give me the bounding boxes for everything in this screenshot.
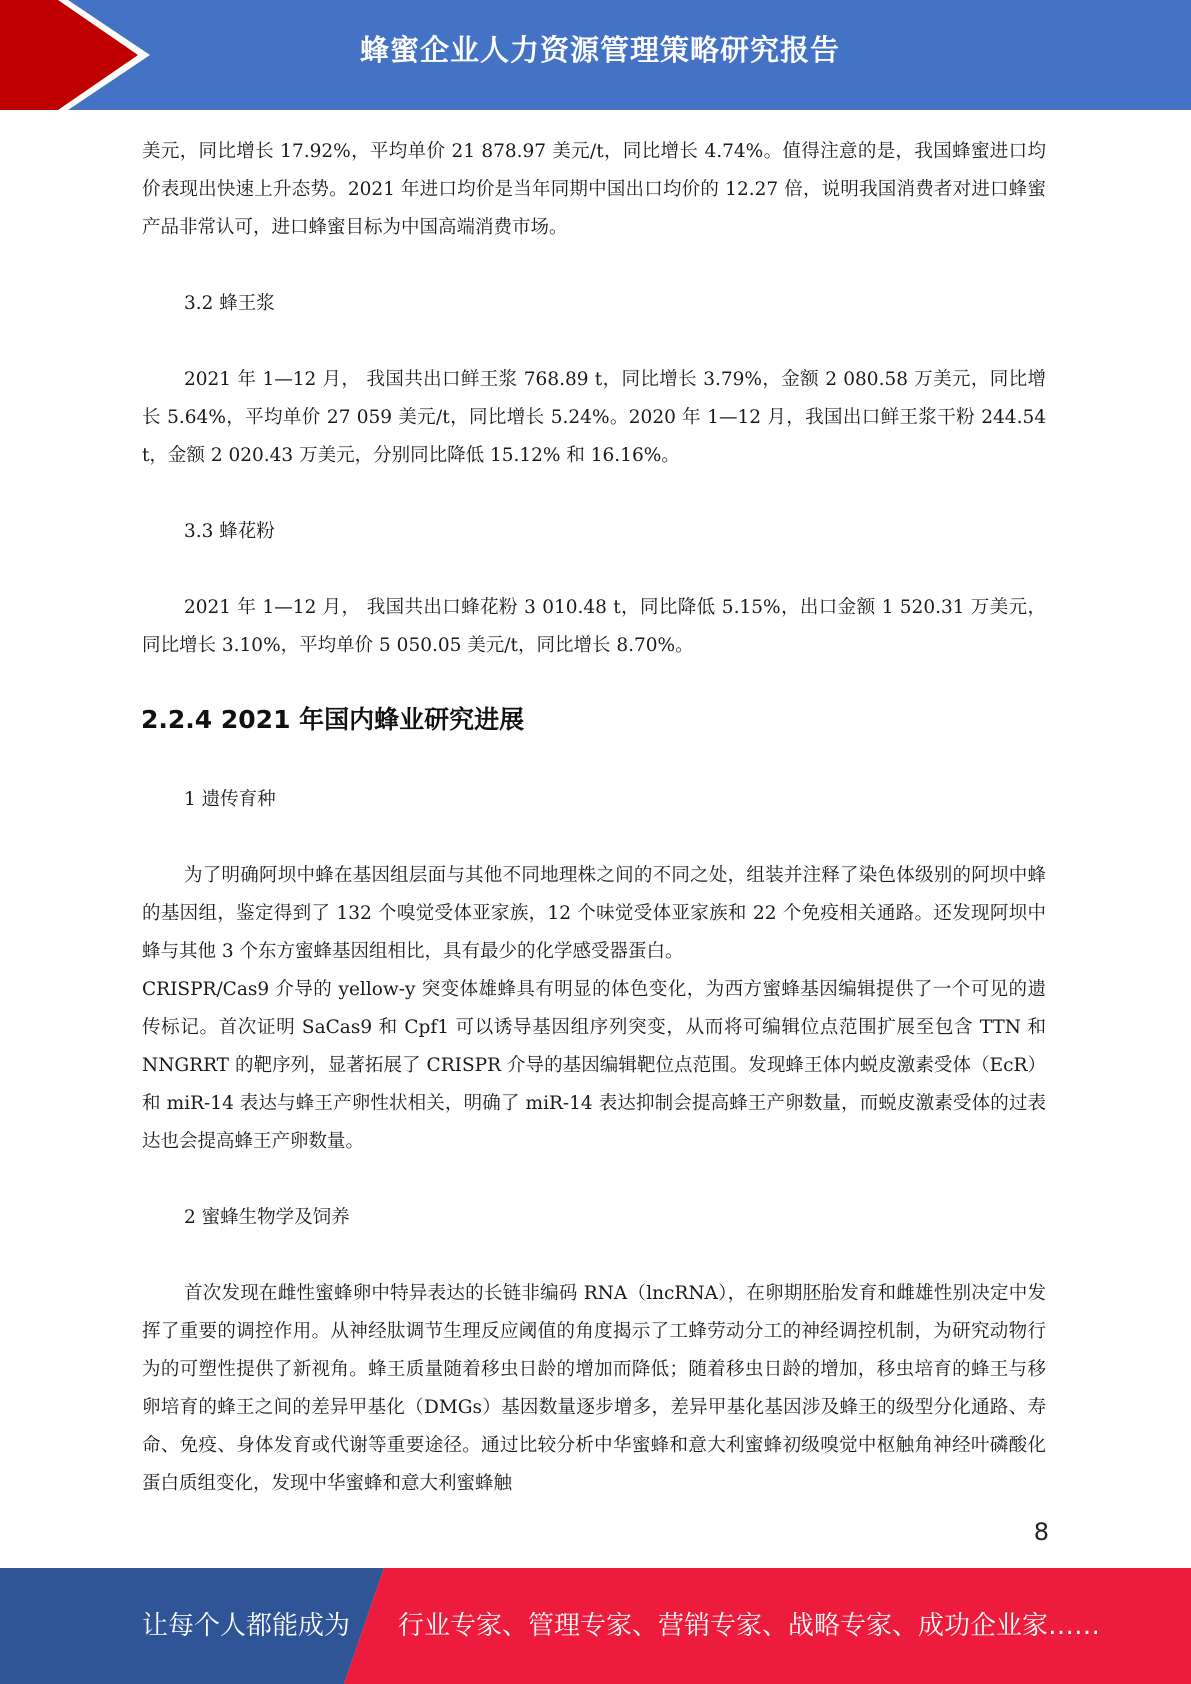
subheading-biology-rearing: 2 蜜蜂生物学及饲养 (184, 1207, 350, 1228)
section-heading: 2.2.4 2021 年国内蜂业研究进展 (141, 705, 525, 734)
paragraph-bee-pollen: 2021 年 1—12 月， 我国共出口蜂花粉 3 010.48 t，同比降低 5.15%，出口金额 1 520.31 万美元，同比增长 3.10%，平均单价 5 050.05 美元/t，同比增长 8.70%。 (142, 597, 1046, 656)
footer-slogan-left: 让每个人都能成为 (142, 1611, 351, 1641)
report-title: 蜂蜜企业人力资源管理策略研究报告 (360, 33, 841, 67)
paragraph-royal-jelly: 2021 年 1—12 月， 我国共出口鲜王浆 768.89 t，同比增长 3.79%，金额 2 080.58 万美元，同比增长 5.64%，平均单价 27 059 美元/t，同比增长 5.24%。2020 年 1—12 月，我国出口鲜王浆干粉 244.54 t，金额 2 020.43 万美元，分别同比降低 15.12% 和 16.16%。 (142, 369, 1046, 466)
page-header (0, 0, 1191, 110)
paragraph-genome: 为了明确阿坝中蜂在基因组层面与其他不同地理株之间的不同之处，组装并注释了染色体级别的阿坝中蜂的基因组，鉴定得到了 132 个嗅觉受体亚家族，12 个味觉受体亚家族和 22 个免疫相关通路。还发现阿坝中蜂与其他 3 个东方蜜蜂基因组相比，具有最少的化学感受器蛋白。 (142, 865, 1046, 962)
paragraph-crispr: CRISPR/Cas9 介导的 yellow-y 突变体雄蜂具有明显的体色变化，为西方蜜蜂基因编辑提供了一个可见的遗传标记。首次证明 SaCas9 和 Cpf1 可以诱导基因组序列突变，从而将可编辑位点范围扩展至包含 TTN 和 NNGRRT 的靶序列，显著拓展了 CRISPR 介导的基因编辑靶位点范围。发现蜂王体内蜕皮激素受体（EcR）和 miR-14 表达与蜂王产卵性状相关，明确了 miR-14 表达抑制会提高蜂王产卵数量，而蜕皮激素受体的过表达也会提高蜂王产卵数量。 (142, 979, 1046, 1152)
page-number: 8 (1033, 1518, 1049, 1546)
subheading-genetic-breeding: 1 遗传育种 (184, 789, 276, 810)
subheading-bee-pollen: 3.3 蜂花粉 (184, 521, 275, 542)
paragraph-lncrna: 首次发现在雌性蜜蜂卵中特异表达的长链非编码 RNA（lncRNA），在卵期胚胎发育和雌雄性别决定中发挥了重要的调控作用。从神经肽调节生理反应阈值的角度揭示了工蜂劳动分工的神经调控机制，为研究动物行为的可塑性提供了新视角。蜂王质量随着移虫日龄的增加而降低；随着移虫日龄的增加，移虫培育的蜂王与移卵培育的蜂王之间的差异甲基化（DMGs）基因数量逐步增多，差异甲基化基因涉及蜂王的级型分化通路、寿命、免疫、身体发育或代谢等重要途径。通过比较分析中华蜜蜂和意大利蜜蜂初级嗅觉中枢触角神经叶磷酸化蛋白质组变化，发现中华蜜蜂和意大利蜜蜂触 (142, 1283, 1046, 1494)
paragraph-honey-import: 美元，同比增长 17.92%，平均单价 21 878.97 美元/t，同比增长 4.74%。值得注意的是，我国蜂蜜进口均价表现出快速上升态势。2021 年进口均价是当年同期中国出口均价的 12.27 倍，说明我国消费者对进口蜂蜜产品非常认可，进口蜂蜜目标为中国高端消费市场。 (142, 141, 1046, 238)
footer-slogan-right: 行业专家、管理专家、营销专家、战略专家、成功企业家…… (398, 1611, 1101, 1641)
page-footer (0, 1568, 1191, 1684)
header-arrow-icon (0, 0, 160, 110)
subheading-royal-jelly: 3.2 蜂王浆 (184, 293, 275, 314)
